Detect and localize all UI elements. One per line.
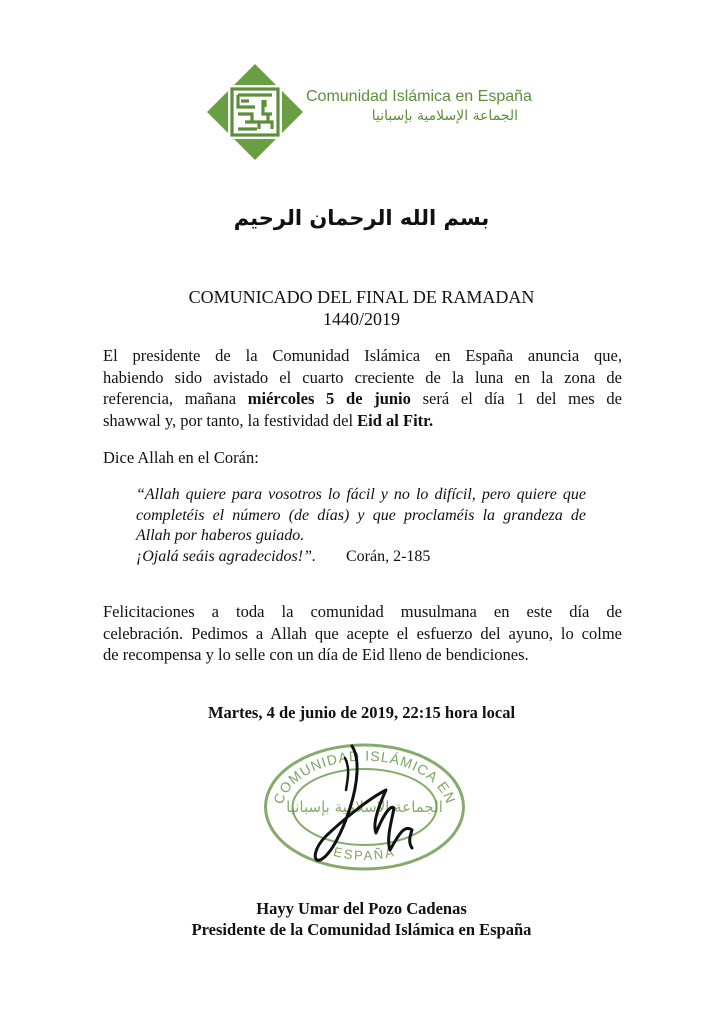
text-segment: shawwal y, por tanto, la festividad del <box>103 411 358 431</box>
quote-reference: Corán, 2-185 <box>346 547 431 565</box>
quote-line: “Allah quiere para vosotros lo fácil y no lo difícil, pero quiere que <box>136 486 586 503</box>
paragraph-line <box>103 388 622 410</box>
paragraph-line: de recompensa y lo selle con un día de Eid lleno de bendiciones. <box>103 645 529 665</box>
date-time-line: Martes, 4 de junio de 2019, 22:15 hora local <box>207 703 516 722</box>
document-title: COMUNICADO DEL FINAL DE RAMADAN <box>188 287 535 307</box>
text-segment: será el día 1 del mes de <box>410 389 622 409</box>
quote-line: completéis el número (de días) y que proclaméis la grandeza de <box>136 506 586 524</box>
announcement-paragraph <box>103 345 622 432</box>
paragraph-line: El presidente de la Comunidad Islámica en España anuncia que, <box>103 346 622 365</box>
congratulations-paragraph <box>103 601 622 666</box>
signer-name: Hayy Umar del Pozo Cadenas <box>256 899 467 918</box>
paragraph-line: celebración. Pedimos a Allah que acepte el esfuerzo del ayuno, lo colme <box>103 623 622 643</box>
stamp-bottom-text: ESPAÑA <box>332 844 397 864</box>
basmala-heading: بسم الله الرحمان الرحيم <box>233 206 490 230</box>
paragraph-line: habiendo sido avistado el cuarto creciente de la luna en la zona de <box>103 367 622 387</box>
signer-title: Presidente de la Comunidad Islámica en España <box>191 920 532 939</box>
quote-text: ¡Ojalá seáis agradecidos!”. <box>136 547 316 565</box>
organization-logo-icon <box>205 62 305 162</box>
organization-name-arabic: الجماعة الإسلامية بإسبانيا <box>371 108 518 124</box>
quran-intro: Dice Allah en el Corán: <box>103 448 259 467</box>
document-year: 1440/2019 <box>322 309 400 329</box>
eid-highlight: Eid al Fitr. <box>357 411 434 431</box>
paragraph-line <box>103 410 622 432</box>
stamp-arabic-text: الجماعة الإسلامية بإسبانيا <box>286 798 443 816</box>
quran-quote <box>136 485 586 567</box>
quote-line: Allah por haberos guiado. <box>136 527 305 544</box>
quote-line <box>136 547 586 568</box>
handwritten-signature-icon <box>290 738 440 868</box>
organization-name-spanish: Comunidad Islámica en España <box>306 88 532 105</box>
stamp-top-text: COMUNIDAD ISLÁMICA EN <box>269 747 460 807</box>
text-segment: referencia, mañana <box>103 389 248 409</box>
paragraph-line: Felicitaciones a toda la comunidad musulmana en este día de <box>103 602 622 621</box>
date-highlight: miércoles 5 de junio <box>247 389 411 409</box>
